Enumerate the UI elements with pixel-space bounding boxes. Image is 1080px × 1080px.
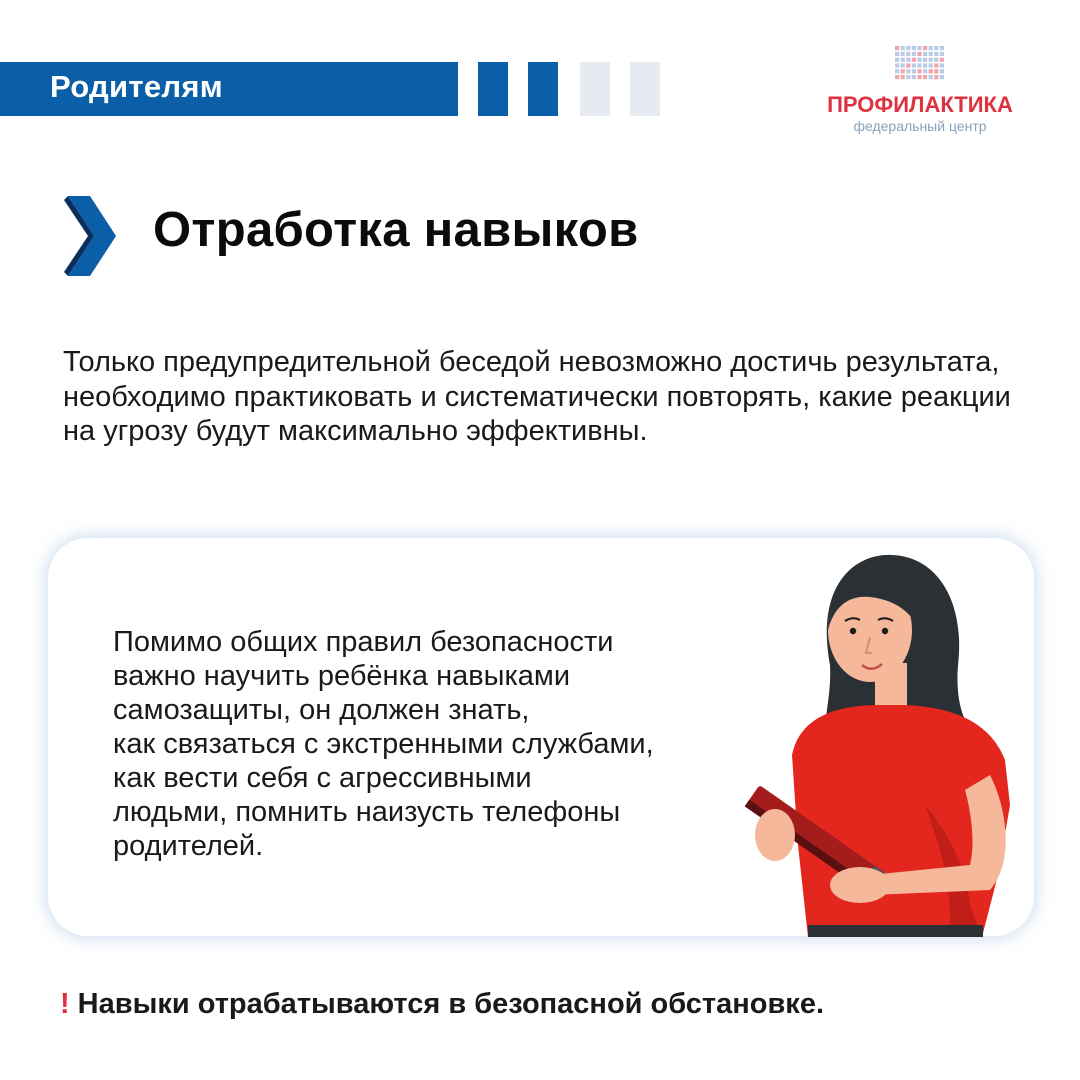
decor-square [478,62,508,116]
card-line: родителей. [113,830,264,862]
decor-square [528,62,558,116]
page-title: Отработка навыков [153,203,639,257]
logo-name: ПРОФИЛАКТИКА [827,92,1013,117]
note-text: Навыки отрабатываются в безопасной обстановке. [77,988,825,1020]
decor-square [580,62,610,116]
card-line: Помимо общих правил безопасности [113,626,614,658]
intro-paragraph: Только предупредительной беседой невозможно достичь результата, необходимо практиковать и систематически повторять, какие реакции на угрозу будут максимально эффективны. [63,346,1011,447]
card-line: самозащиты, он должен знать, [113,694,530,726]
card-line: людьми, помнить наизусть телефоны [113,796,621,828]
card-text [113,625,773,863]
logo-subtitle: федеральный центр [853,118,987,134]
safety-note [60,988,824,1021]
section-banner [0,62,458,116]
logo-grid-icon [895,46,945,81]
chevron-right-icon [60,192,120,280]
woman-holding-book-illustration [720,545,1040,937]
card-line: как связаться с экстренными службами, [113,728,654,760]
section-label: Родителям [50,69,224,104]
card-line: важно научить ребёнка навыками [113,660,571,692]
exclamation-icon: ! [60,988,70,1020]
decor-square [630,62,660,116]
brand-logo [800,40,1040,140]
card-line: как вести себя с агрессивными [113,762,532,794]
